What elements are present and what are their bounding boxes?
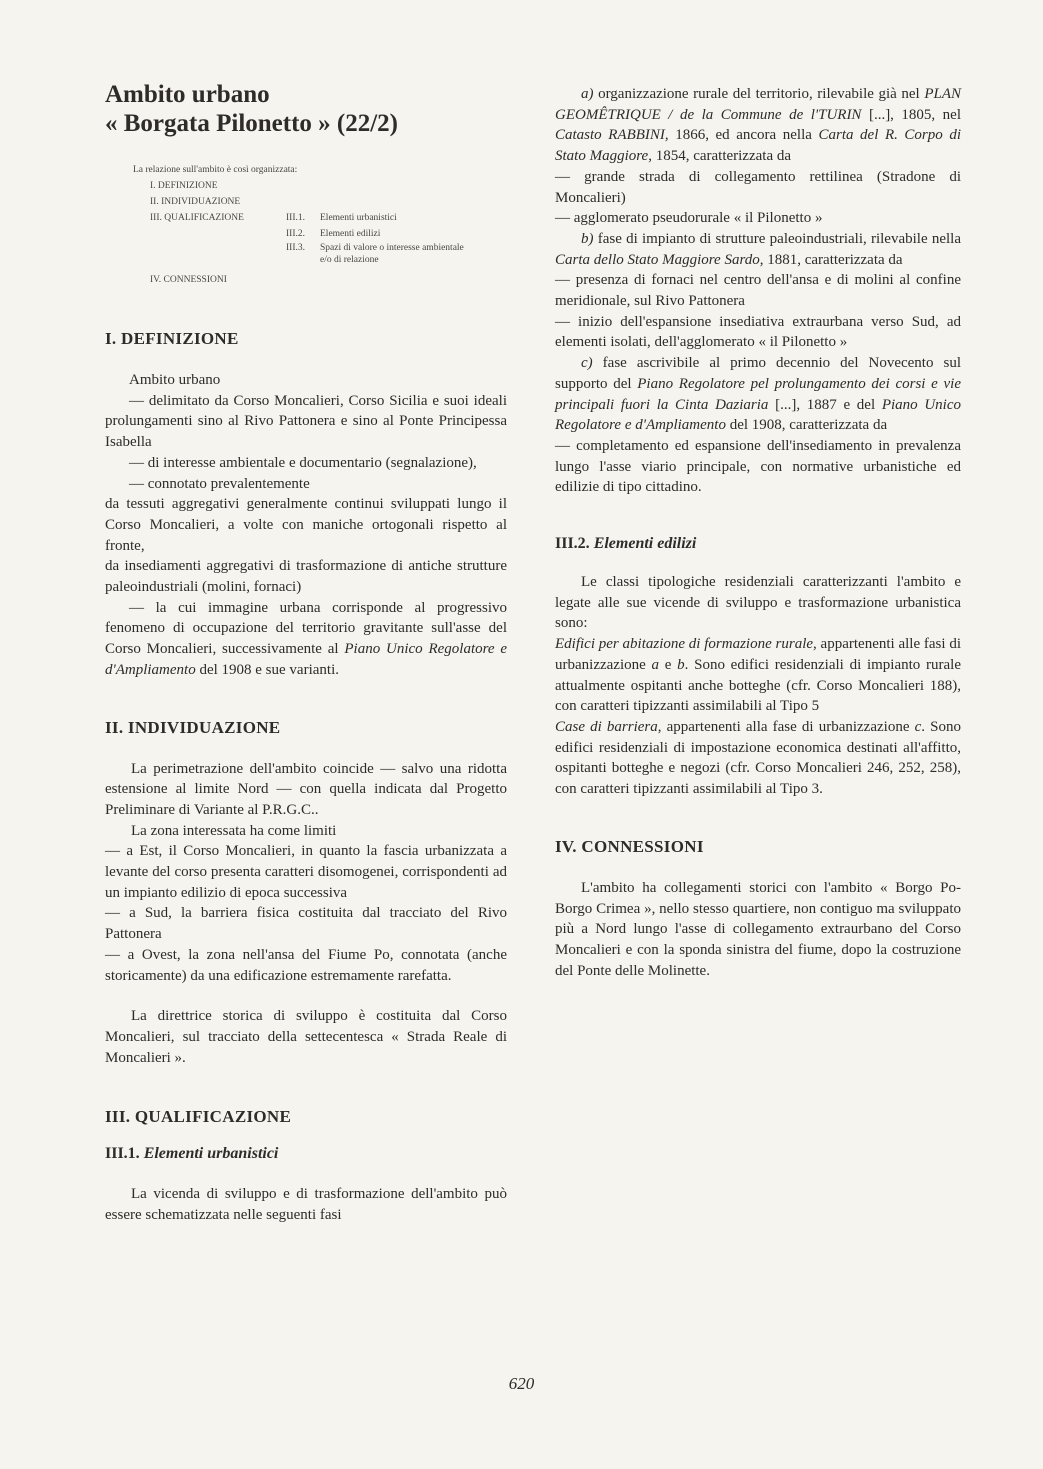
toc-subitem-label: Spazi di valore o interesse ambientale e/o di relazione <box>320 243 464 265</box>
toc-subitem <box>286 210 470 226</box>
italic-term: Edifici per abitazione di formazione rurale <box>555 636 814 653</box>
text-run: . Sono edifici residenziali di impostazione economica destinati all'affitto, ospitanti botteghe e negozi (cfr. Corso Moncalieri 246, 252, 258), con caratteri tipizzanti assimilabili al Tipo 3. <box>555 718 961 798</box>
italic-title: Carta dello Stato Maggiore Sardo <box>555 251 760 268</box>
toc-item: II. INDIVIDUAZIONE <box>150 197 241 207</box>
text-run: e <box>659 656 678 673</box>
toc-subitem-number: III.3. <box>286 243 305 253</box>
paragraph: La zona interessata ha come limiti <box>131 822 337 839</box>
italic-term: Case di barriera <box>555 718 658 735</box>
paragraph: — grande strada di collegamento rettilinea (Stradone di Moncalieri) <box>555 168 961 206</box>
title-line-2: « Borgata Pilonetto » (22/2) <box>105 110 399 137</box>
paragraph <box>555 229 961 270</box>
paragraph: La direttrice storica di sviluppo è costituita dal Corso Moncalieri, sul tracciato della settecentesca « Strada Reale di Moncalieri ». <box>105 1008 507 1066</box>
paragraph: Le classi tipologiche residenziali caratterizzanti l'ambito e legate alle sue vicende di sviluppo e trasformazione urbanistica sono: <box>555 574 961 632</box>
title-line-1: Ambito urbano <box>105 81 270 108</box>
italic-title: Catasto RABBINI <box>555 127 665 144</box>
paragraph <box>555 717 961 800</box>
text-run: fase di impianto di strutture paleoindustriali, rilevabile nella <box>593 230 961 247</box>
italic-title: Piano Unico Regolatore e d'Ampliamento <box>105 641 507 678</box>
text-run: — la cui immagine urbana corrisponde al progressivo fenomeno di occupazione del territorio gravitante sull'asse del Corso Moncalieri, successivamente al <box>105 599 507 658</box>
toc-subitem <box>133 226 507 242</box>
paragraph <box>555 634 961 717</box>
section-heading-connessioni: IV. CONNESSIONI <box>555 836 704 856</box>
text-run: [...], 1805, nel <box>861 106 961 123</box>
toc-item-label: III. QUALIFICAZIONE <box>150 213 244 223</box>
paragraph: — agglomerato pseudorurale « il Pilonetto » <box>555 210 823 227</box>
text-run: fase ascrivibile al primo decennio del Novecento sul supporto del <box>555 355 961 392</box>
text-run: , 1881, caratterizzata da <box>759 251 903 268</box>
paragraph <box>105 598 507 681</box>
right-column <box>555 84 961 981</box>
toc-subitem-label: Elementi edilizi <box>320 229 381 239</box>
subsection-heading <box>105 1144 507 1164</box>
text-run: , 1854, caratterizzata da <box>648 148 792 165</box>
paragraph <box>555 353 961 436</box>
section-heading-individuazione: II. INDIVIDUAZIONE <box>105 717 281 737</box>
toc-item: I. DEFINIZIONE <box>150 181 218 191</box>
toc-item <box>133 210 507 226</box>
subsection-heading <box>555 534 961 554</box>
paragraph: — inizio dell'espansione insediativa extraurbana verso Sud, ad elementi isolati, dell'agglomerato « il Pilonetto » <box>555 313 961 351</box>
italic-term: a <box>651 656 660 673</box>
section-heading-definizione: I. DEFINIZIONE <box>105 329 239 348</box>
subsection-number: III.2. <box>555 535 594 553</box>
paragraph: — a Ovest, la zona nell'ansa del Fiume Po, connotata (anche storicamente) da una edificazione estremamente rarefatta. <box>105 946 507 984</box>
italic-term: b <box>677 656 685 673</box>
subsection-title: Elementi urbanistici <box>143 1145 279 1163</box>
toc-subitem-label: Elementi urbanistici <box>320 213 397 223</box>
text-run: , appartenenti alla fase di urbanizzazione <box>657 718 915 735</box>
toc-subitem <box>133 242 507 266</box>
paragraph: La perimetrazione dell'ambito coincide — salvo una ridotta estensione al limite Nord — con quella indicata dal Progetto Preliminare di Variante al P.R.G.C.. <box>105 760 507 818</box>
italic-title: Piano Unico Regolatore e d'Ampliamento <box>555 396 961 434</box>
toc-subitem-number: III.2. <box>286 229 305 239</box>
italic-title: PLAN GEOMÊTRIQUE / de la Commune de l'TURIN <box>555 86 961 123</box>
text-run: organizzazione rurale del territorio, rilevabile già nel <box>593 86 925 102</box>
paragraph: — connotato prevalentemente <box>129 475 310 492</box>
paragraph: — delimitato da Corso Moncalieri, Corso Sicilia e suoi ideali prolungamenti sino al Rivo Pattonera e sino al Ponte Principessa Isabella <box>105 392 507 451</box>
page-number: 620 <box>508 1374 535 1393</box>
italic-title: Carta del R. Corpo di Stato Maggiore <box>555 127 961 165</box>
paragraph: da tessuti aggregativi generalmente continui sviluppati lungo il Corso Moncalieri, a volte con maniche ortogonali rispetto al fronte, <box>105 496 507 554</box>
paragraph: L'ambito ha collegamenti storici con l'ambito « Borgo Po-Borgo Crimea », nello stesso quartiere, non contiguo ma sviluppato più a Nord lungo l'asse di collegamento extraurbano del Corso Moncalieri e con la sponda sinistra del fiume, dopo la costruzione del Ponte delle Molinette. <box>555 879 961 979</box>
text-run: del 1908, caratterizzata da <box>725 417 888 434</box>
toc-subitem-number: III.1. <box>286 213 305 223</box>
paragraph <box>555 84 961 167</box>
list-label: c) <box>581 355 593 372</box>
list-label: b) <box>581 230 594 247</box>
paragraph: — presenza di fornaci nel centro dell'ansa e di molini al confine meridionale, sul Rivo Pattonera <box>555 272 961 310</box>
paragraph: — completamento ed espansione dell'insediamento in prevalenza lungo l'asse viario principale, con normative urbanistiche ed edilizie di tipo cittadino. <box>555 437 961 496</box>
paragraph: — a Est, il Corso Moncalieri, in quanto la fascia urbanizzata a levante del corso presenta caratteri disomogenei, corrispondenti ad un impianto edilizio di epoca successiva <box>105 843 507 901</box>
paragraph: da insediamenti aggregativi di trasformazione di antiche strutture paleoindustriali (molini, fornaci) <box>105 558 507 596</box>
text-run: , 1866, ed ancora nella <box>664 127 819 144</box>
list-label: a) <box>581 86 594 102</box>
left-column <box>105 80 507 1226</box>
toc-item: IV. CONNESSIONI <box>150 275 227 285</box>
italic-title: Piano Regolatore pel prolungamento dei corsi e vie principali fuori la Cinta Daziaria <box>555 375 962 413</box>
subsection-number: III.1. <box>105 1145 144 1163</box>
section-heading-qualificazione: III. QUALIFICAZIONE <box>105 1107 292 1127</box>
table-of-contents <box>133 162 507 288</box>
subsection-title: Elementi edilizi <box>593 535 697 553</box>
text-run: , appartenenti alle fasi di urbanizzazione <box>555 636 961 673</box>
text-run: . Sono edifici residenziali di impianto rurale attualmente ospitanti anche botteghe (cfr. Corso Moncalieri 188), con caratteri tipizzanti assimilabili al Tipo 5 <box>555 656 961 715</box>
italic-term: c <box>914 718 922 735</box>
paragraph: — di interesse ambientale e documentario (segnalazione), <box>129 454 477 471</box>
paragraph: La vicenda di sviluppo e di trasformazione dell'ambito può essere schematizzata nelle seguenti fasi <box>105 1186 507 1224</box>
text-run: del 1908 e sue varianti. <box>195 661 339 678</box>
toc-intro: La relazione sull'ambito è così organizzata: <box>133 165 298 175</box>
paragraph: Ambito urbano <box>129 372 221 388</box>
paragraph: — a Sud, la barriera fisica costituita dal tracciato del Rivo Pattonera <box>105 905 507 943</box>
page-title <box>105 80 507 138</box>
text-run: [...], 1887 e del <box>768 396 882 413</box>
